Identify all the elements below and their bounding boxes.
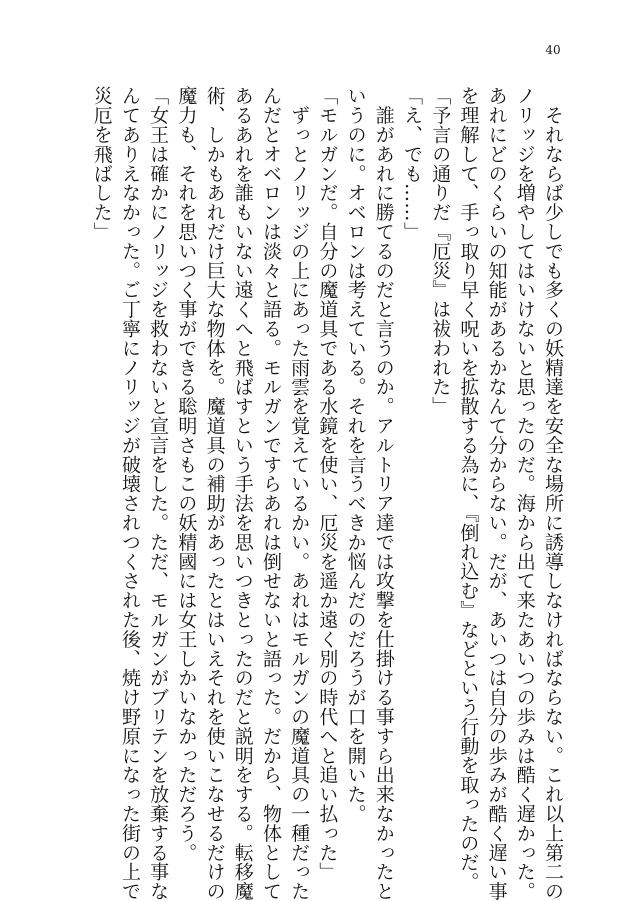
text-line: 術、しかもあれだけ巨大な物体を。魔道具の補助があったとはいえそれを使いこなせるだけの bbox=[203, 86, 226, 901]
text-line: んだとオベロンは淡々と語る。モルガンですらあれは倒せないと語った。だから、物体として bbox=[259, 86, 282, 901]
body-text bbox=[88, 86, 567, 901]
text-line: あれにどのくらいの知能があるかなんて分からない。だが、あいつは自分の歩みが酷く遅い事 bbox=[485, 86, 508, 901]
text-line: 「女王は確かにノリッジを救わないと宣言をした。ただ、モルガンがブリテンを放棄する事な bbox=[147, 86, 170, 901]
text-line: ノリッジを増やしてはいけないと思ったのだ。海から出て来たあいつの歩みは酷く遅かった。 bbox=[513, 86, 536, 901]
text-line: いうのに。オベロンは考えている。それを言うべきか悩んだのだろうが口を開いた。 bbox=[344, 86, 367, 824]
text-line: あるあれを誰もいない遠くへと飛ばすという手法を思いつきとったのだと説明をする。転移魔 bbox=[231, 86, 254, 901]
text-line: 災厄を飛ばした」 bbox=[90, 86, 113, 242]
page-number: 40 bbox=[545, 43, 561, 57]
text-line: 誰があれに勝てるのだと言うのか。アルトリア達では攻撃を仕掛ける事すら出来なかったと bbox=[372, 86, 395, 901]
text-line: を理解して、手っ取り早く呪いを拡散する為に、『倒れ込む』などという行動を取ったのだ。 bbox=[457, 86, 480, 892]
text-line: ずっとノリッジの上にあった雨雲を覚えているかい。あれはモルガンの魔道具の一種だった bbox=[288, 86, 311, 901]
text-line: 「予言の通りだ『厄災』は祓われた」 bbox=[429, 86, 452, 416]
text-line: 魔力も、それを思いつく事ができる聡明さもこの妖精國には女王しかいなかっただろう。 bbox=[175, 86, 198, 862]
text-line: んてありえなかった。ご丁寧にノリッジが破壊されつくされた後、焼け野原になった街の上で bbox=[118, 86, 141, 901]
text-line: 「え、でも……」 bbox=[400, 86, 423, 242]
text-line: それならば少しでも多くの妖精達を安全な場所に誘導しなければならない。これ以上第二の bbox=[542, 86, 564, 901]
text-line: 「モルガンだ。自分の魔道具である水鏡を使い、厄災を遥か遠く別の時代へと追い払った」 bbox=[316, 86, 339, 882]
